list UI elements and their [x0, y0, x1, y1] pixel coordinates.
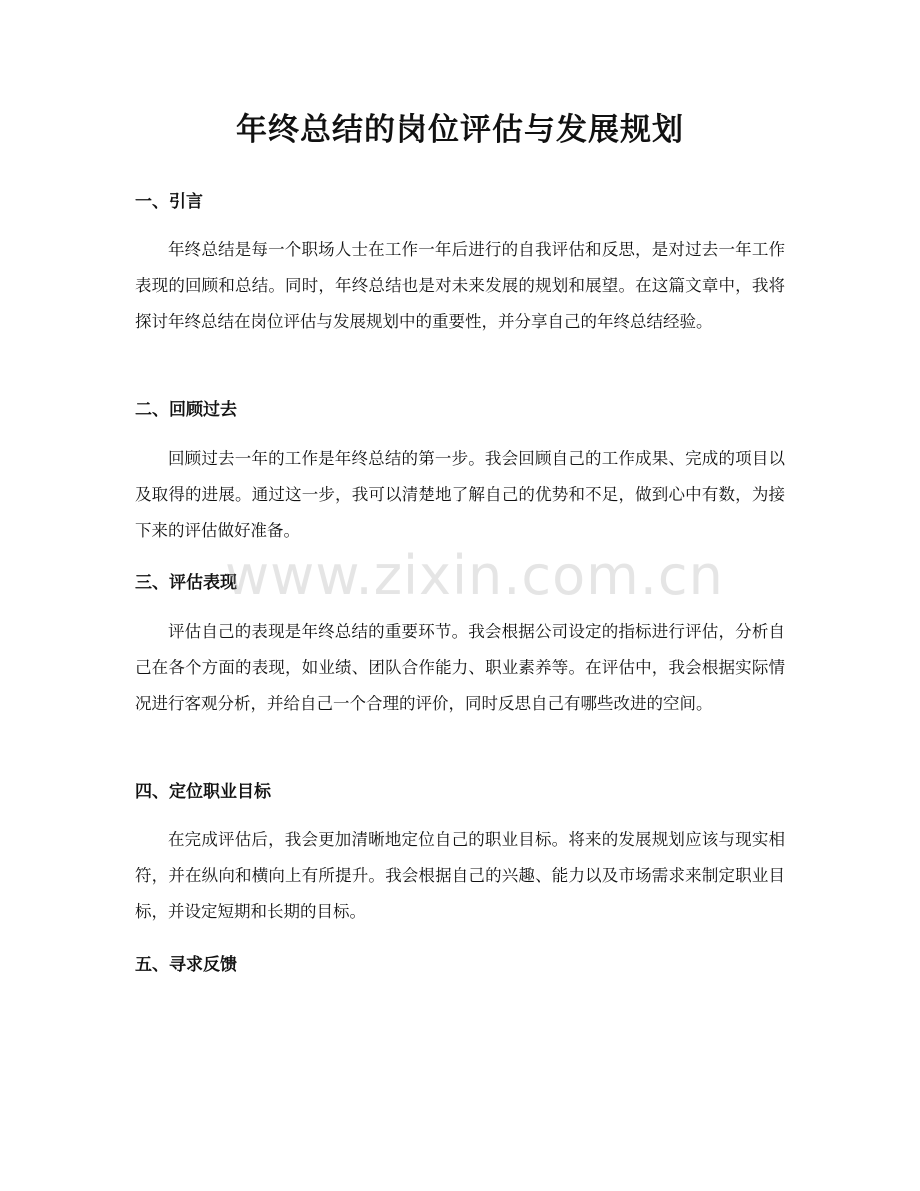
- section-paragraph-intro: 年终总结是每一个职场人士在工作一年后进行的自我评估和反思，是对过去一年工作表现的回顾和总结。同时，年终总结也是对未来发展的规划和展望。在这篇文章中，我将探讨年终总结在岗位评估与发展规划中的重要性，并分享自己的年终总结经验。: [135, 240, 785, 332]
- section-heading-intro: 一、引言: [135, 192, 203, 212]
- section-heading-feedback: 五、寻求反馈: [135, 955, 237, 975]
- section-paragraph-career-goals: 在完成评估后，我会更加清晰地定位自己的职业目标。将来的发展规划应该与现实相符，并在纵向和横向上有所提升。我会根据自己的兴趣、能力以及市场需求来制定职业目标，并设定短期和长期的目标。: [135, 830, 785, 922]
- document-title: 年终总结的岗位评估与发展规划: [236, 112, 684, 148]
- section-heading-career-goals: 四、定位职业目标: [135, 782, 271, 802]
- watermark: www.zixin.com.cn: [225, 544, 724, 607]
- section-heading-evaluation: 三、评估表现: [135, 573, 237, 593]
- section-heading-review: 二、回顾过去: [135, 400, 237, 420]
- section-paragraph-review: 回顾过去一年的工作是年终总结的第一步。我会回顾自己的工作成果、完成的项目以及取得的进展。通过这一步，我可以清楚地了解自己的优势和不足，做到心中有数，为接下来的评估做好准备。: [135, 449, 785, 541]
- section-paragraph-evaluation: 评估自己的表现是年终总结的重要环节。我会根据公司设定的指标进行评估，分析自己在各个方面的表现，如业绩、团队合作能力、职业素养等。在评估中，我会根据实际情况进行客观分析，并给自己一个合理的评价，同时反思自己有哪些改进的空间。: [135, 622, 785, 714]
